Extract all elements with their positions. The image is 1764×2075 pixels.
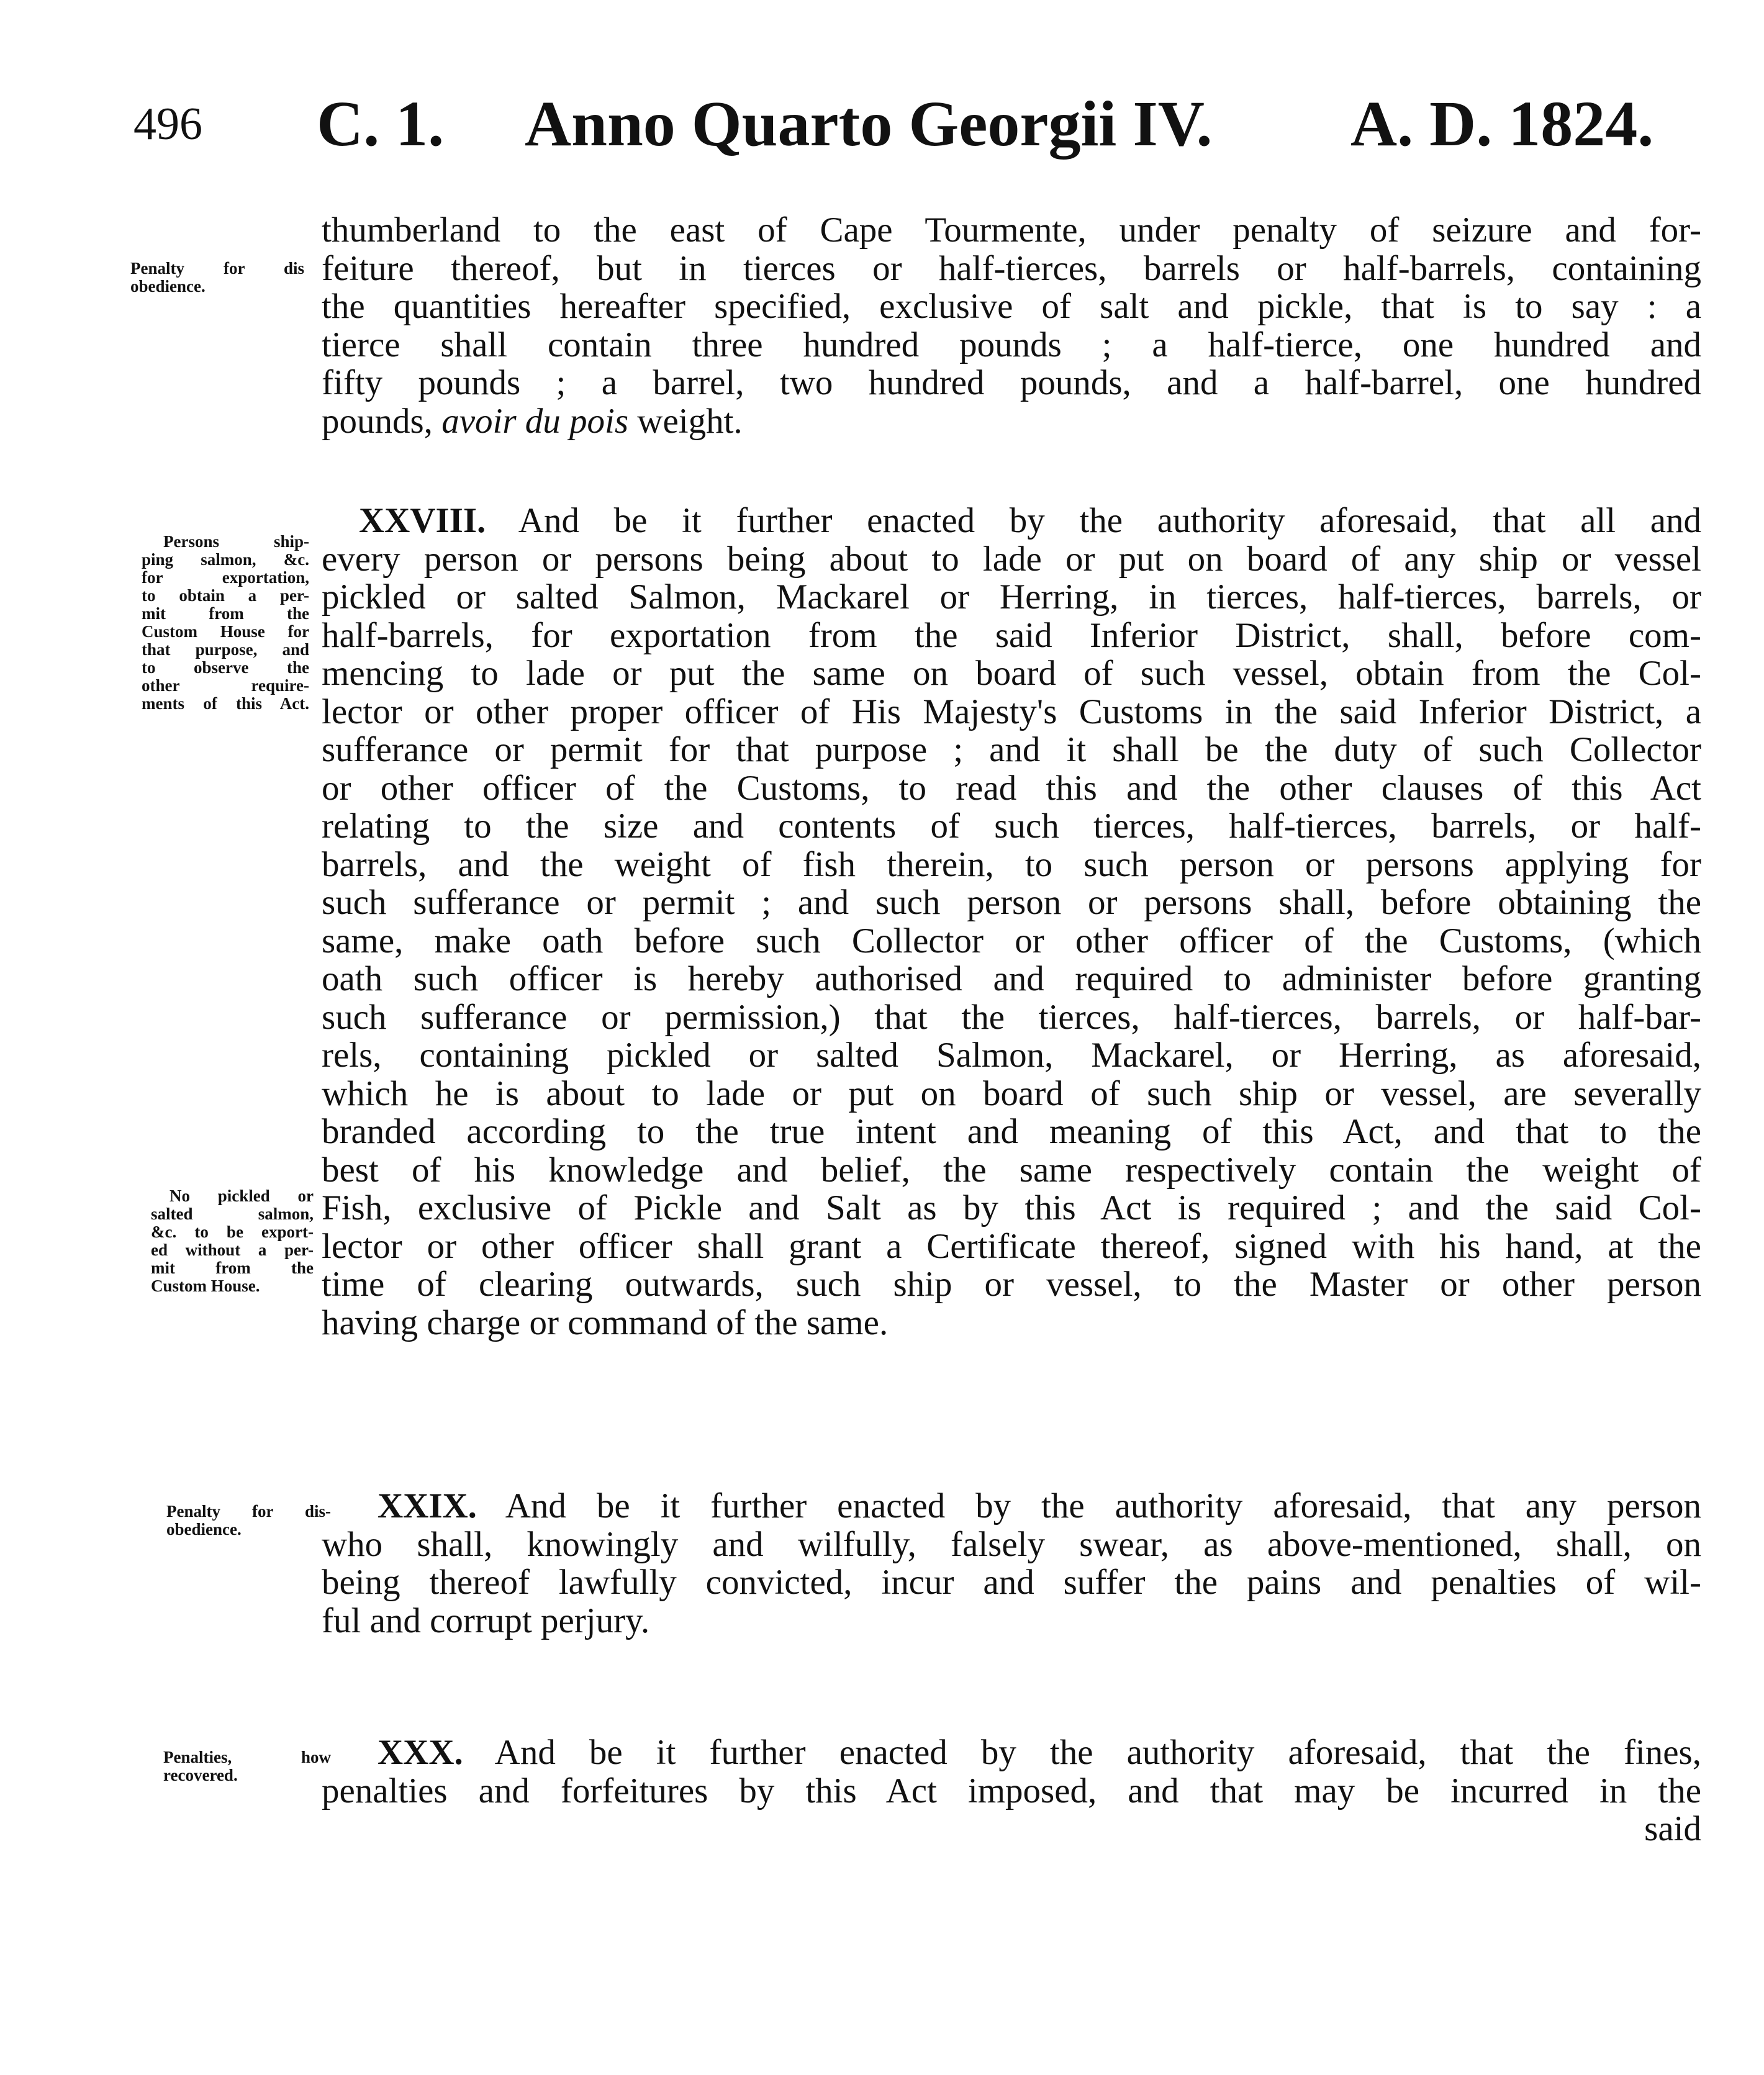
text-line-first xyxy=(322,1487,1701,1526)
margin-note-line: recovered. xyxy=(163,1766,238,1784)
margin-note-line: Penalty for dis xyxy=(130,259,304,278)
section-number: XXIX. xyxy=(378,1486,477,1526)
text-line: Fish, exclusive of Pickle and Salt as by this Act is required ; and the said Col- xyxy=(322,1188,1701,1227)
margin-note-line: Penalties, how xyxy=(163,1748,331,1766)
section-number: XXVIII. xyxy=(359,501,486,540)
text-line: penalties and forfeitures by this Act imposed, and that may be incurred in the xyxy=(322,1771,1701,1811)
text-fragment: And be it further enacted by the authority aforesaid, that all and xyxy=(486,501,1701,540)
text-line: sufferance or permit for that purpose ; and it shall be the duty of such Collector xyxy=(322,730,1701,769)
page-number: 496 xyxy=(133,99,202,150)
section-xxix xyxy=(322,1487,1701,1640)
margin-note-line: to observe the xyxy=(142,658,309,677)
text-line: mencing to lade or put the same on board of such vessel, obtain from the Col- xyxy=(322,654,1701,693)
margin-note-line: ping salmon, &c. xyxy=(142,550,309,569)
text-line: fifty pounds ; a barrel, two hundred pounds, and a half-barrel, one hundred xyxy=(322,363,1701,402)
text-line: oath such officer is hereby authorised and required to administer before granting xyxy=(322,959,1701,998)
margin-note-line: mit from the xyxy=(151,1259,314,1277)
margin-note-line: salted salmon, xyxy=(151,1205,314,1223)
text-line: lector or other officer shall grant a Certificate thereof, signed with his hand, at the xyxy=(322,1226,1701,1266)
margin-note-penalties-recovered xyxy=(163,1748,331,1784)
text-line: which he is about to lade or put on board of such ship or vessel, are severally xyxy=(322,1074,1701,1113)
text-line: pickled or salted Salmon, Mackarel or Herring, in tierces, half-tierces, barrels, or xyxy=(322,577,1701,617)
text-line-first xyxy=(322,502,1701,540)
text-fragment: pounds, xyxy=(322,401,442,441)
margin-note-line: that purpose, and xyxy=(142,640,309,659)
text-line: relating to the size and contents of such tierces, half-tierces, barrels, or half- xyxy=(322,807,1701,846)
running-title: Anno Quarto Georgii IV. xyxy=(525,88,1213,160)
text-line: or other officer of the Customs, to read this and the other clauses of this Act xyxy=(322,768,1701,808)
margin-note-line: Custom House. xyxy=(151,1277,260,1295)
text-fragment: weight. xyxy=(628,401,743,441)
text-line: half-barrels, for exportation from the said Inferior District, shall, before com- xyxy=(322,615,1701,655)
text-line: branded according to the true intent and meaning of this Act, and that to the xyxy=(322,1112,1701,1151)
margin-note-line: obedience. xyxy=(130,277,206,296)
margin-note-line: No pickled or xyxy=(170,1187,314,1205)
margin-note-line: obedience. xyxy=(166,1520,242,1539)
margin-note-line: ments of this Act. xyxy=(142,694,309,713)
text-line-first xyxy=(322,1734,1701,1772)
year: A. D. 1824. xyxy=(1350,88,1654,160)
catchword: said xyxy=(1644,1809,1701,1848)
text-line: tierce shall contain three hundred pounds ; a half-tierce, one hundred and xyxy=(322,325,1701,364)
chapter-number: C. 1. xyxy=(317,88,445,160)
text-line: the quantities hereafter specified, exclusive of salt and pickle, that is to say : a xyxy=(322,287,1701,326)
text-line: lector or other proper officer of His Majesty's Customs in the said Inferior District, a xyxy=(322,692,1701,731)
margin-note-line: to obtain a per- xyxy=(142,586,309,605)
margin-note-line: Penalty for dis- xyxy=(166,1502,331,1521)
text-line: best of his knowledge and belief, the same respectively contain the weight of xyxy=(322,1150,1701,1190)
text-line: time of clearing outwards, such ship or vessel, to the Master or other person xyxy=(322,1265,1701,1304)
margin-note-no-pickled xyxy=(151,1187,314,1295)
text-line-last: ful and corrupt perjury. xyxy=(322,1601,650,1640)
text-line: such sufferance or permission,) that the tierces, half-tierces, barrels, or half-bar- xyxy=(322,997,1701,1037)
section-xxviii xyxy=(322,502,1701,1342)
text-line: thumberland to the east of Cape Tourmente, under penalty of seizure and for- xyxy=(322,210,1701,250)
text-fragment: And be it further enacted by the authority aforesaid, that any person xyxy=(476,1486,1701,1526)
margin-note-line: ed without a per- xyxy=(151,1241,314,1259)
text-line: such sufferance or permit ; and such person or persons shall, before obtaining the xyxy=(322,883,1701,922)
margin-note-line: Custom House for xyxy=(142,622,309,641)
text-line: being thereof lawfully convicted, incur and suffer the pains and penalties of wil- xyxy=(322,1563,1701,1602)
text-line-last: having charge or command of the same. xyxy=(322,1303,889,1342)
paragraph-continuation xyxy=(322,211,1701,440)
text-line: who shall, knowingly and wilfully, falsely swear, as above-mentioned, shall, on xyxy=(322,1524,1701,1564)
text-line: barrels, and the weight of fish therein, to such person or persons applying for xyxy=(322,844,1701,884)
margin-note-line: mit from the xyxy=(142,604,309,623)
text-line: same, make oath before such Collector or other officer of the Customs, (which xyxy=(322,921,1701,961)
text-line-last xyxy=(322,402,1701,441)
section-xxx xyxy=(322,1734,1701,1848)
margin-note-line: Persons ship- xyxy=(163,532,309,551)
text-line: rels, containing pickled or salted Salmon, Mackarel, or Herring, as aforesaid, xyxy=(322,1036,1701,1075)
italic-phrase: avoir du pois xyxy=(441,401,629,441)
text-line: feiture thereof, but in tierces or half-tierces, barrels or half-barrels, containing xyxy=(322,248,1701,288)
margin-note-penalty-disobedience xyxy=(130,260,304,296)
margin-note-persons-shipping xyxy=(142,533,309,713)
margin-note-line: &c. to be export- xyxy=(151,1223,314,1241)
page-header xyxy=(0,87,1764,161)
text-fragment: And be it further enacted by the authority aforesaid, that the fines, xyxy=(463,1733,1701,1772)
margin-note-line: other require- xyxy=(142,676,309,695)
margin-note-line: for exportation, xyxy=(142,568,309,587)
margin-note-penalty-disobedience-2 xyxy=(166,1503,331,1539)
text-line: every person or persons being about to lade or put on board of any ship or vessel xyxy=(322,539,1701,579)
section-number: XXX. xyxy=(378,1733,463,1772)
